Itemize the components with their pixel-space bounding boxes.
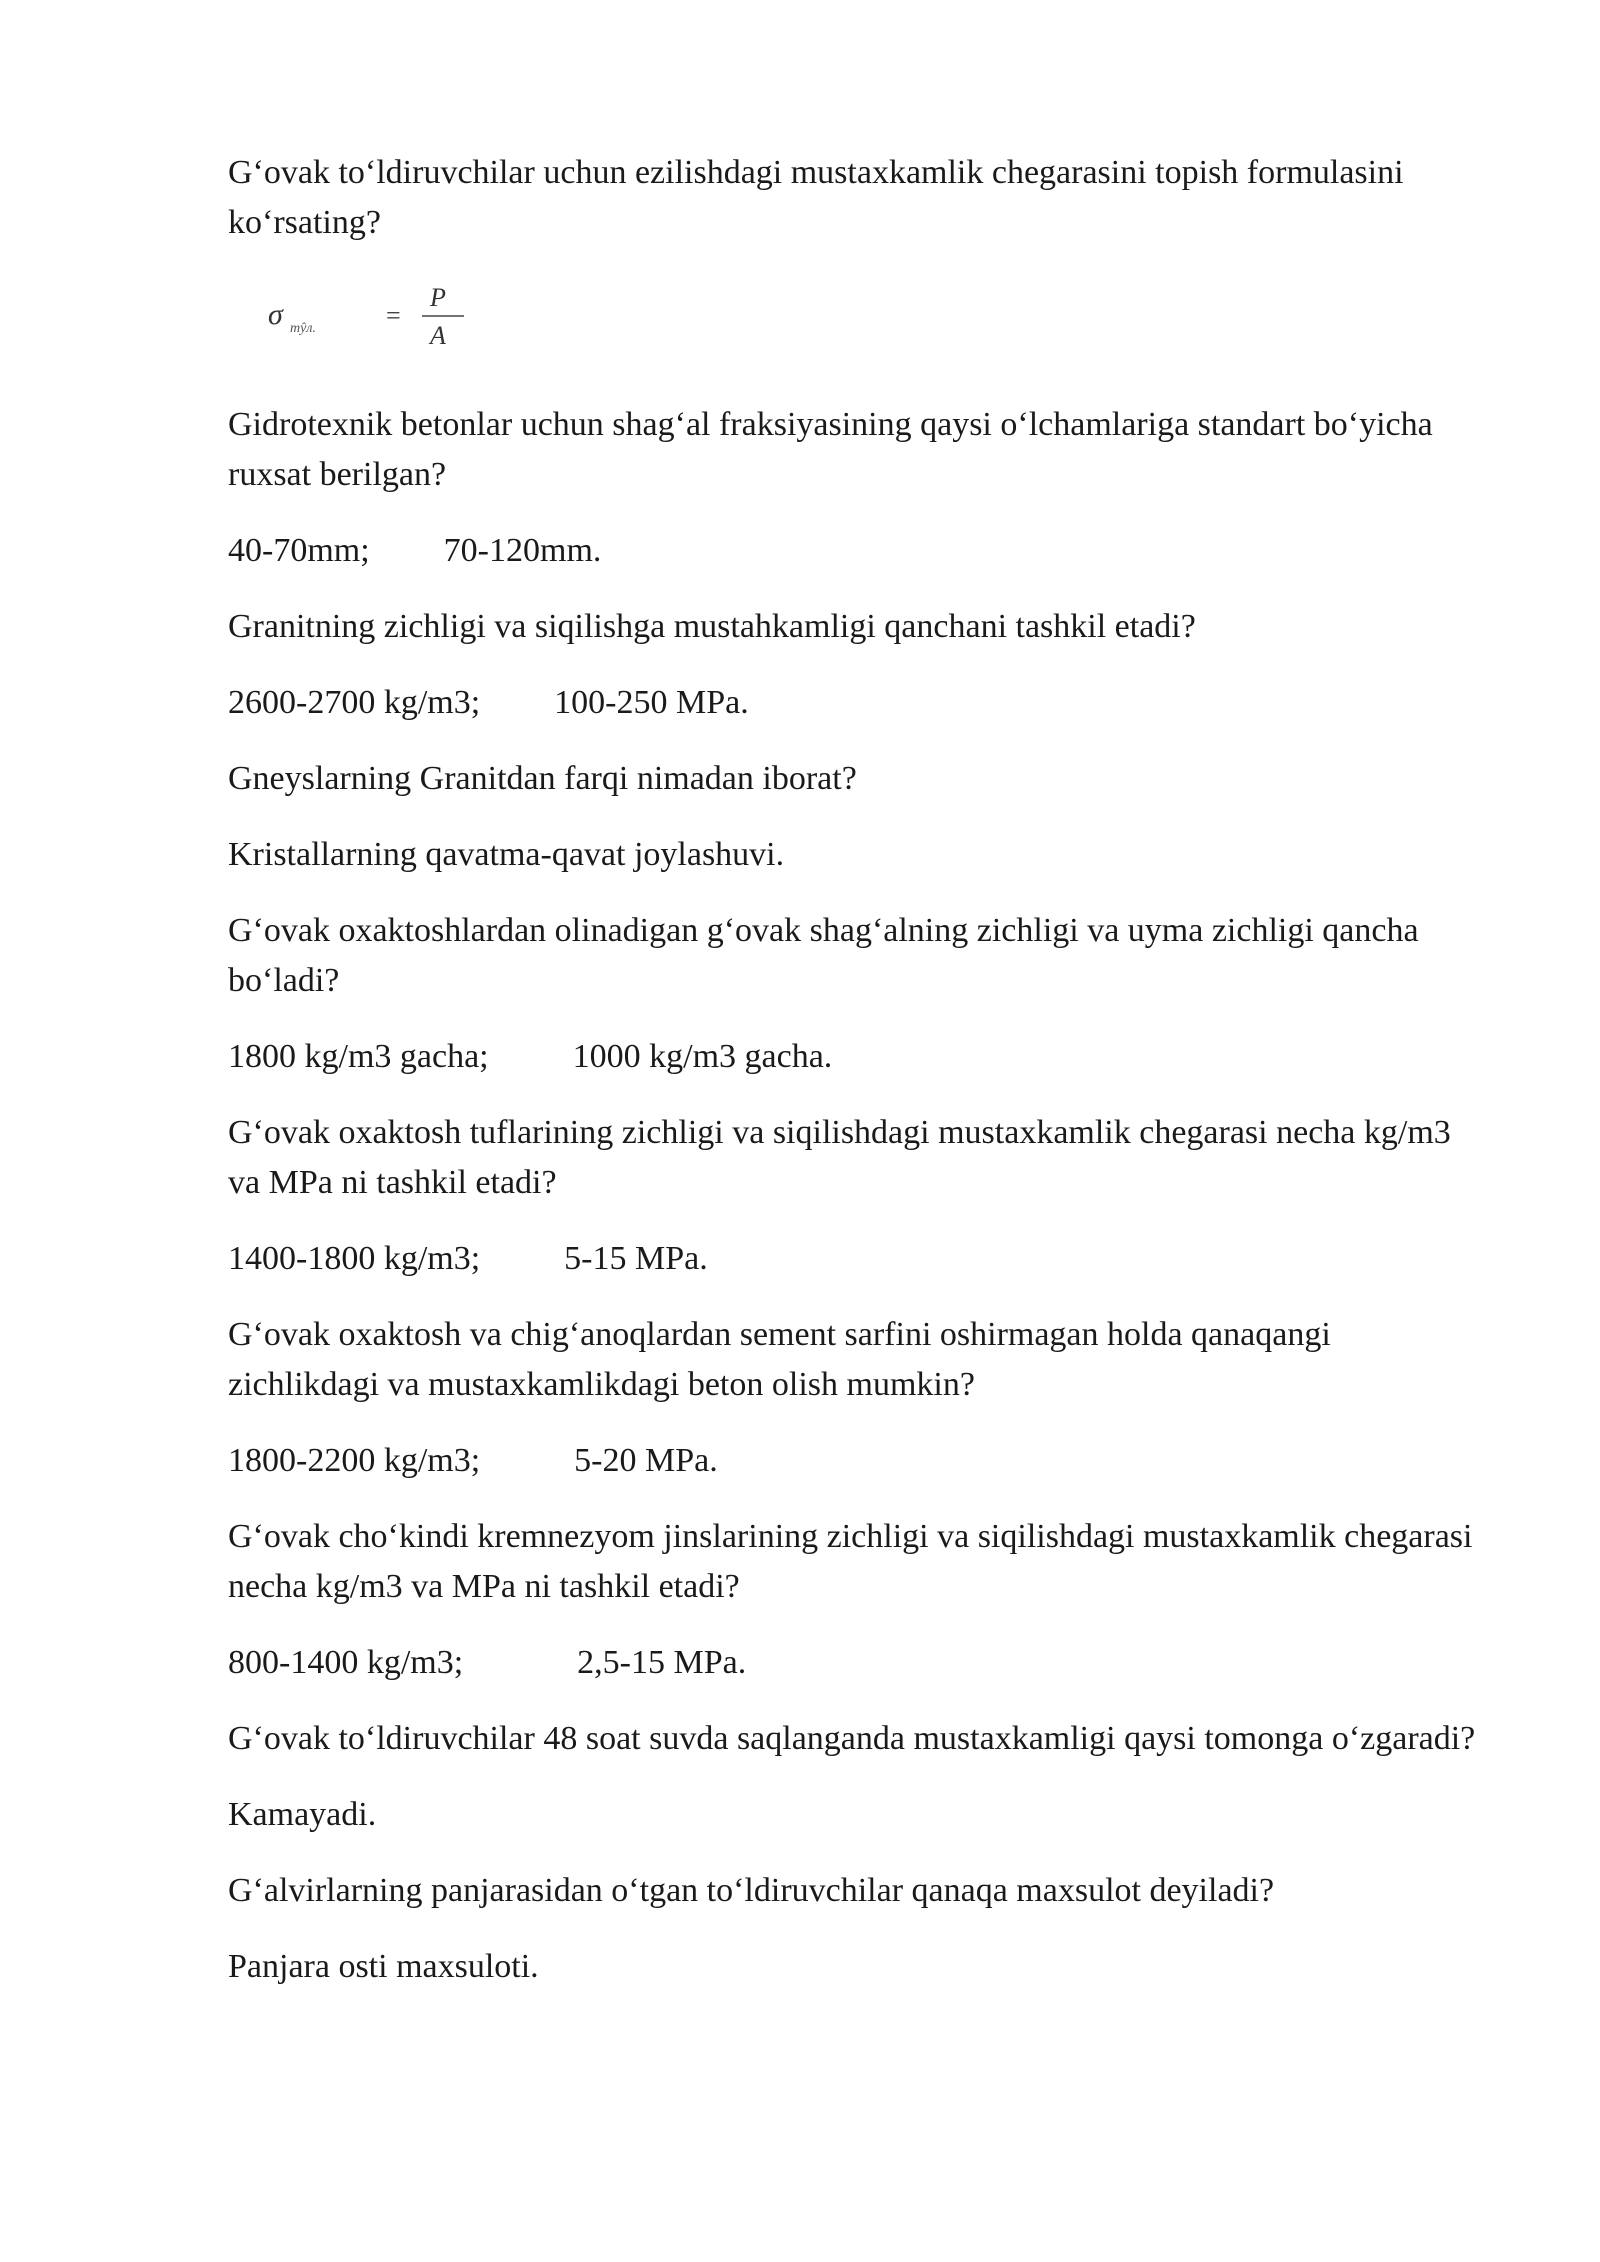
answer-text <box>228 678 1488 728</box>
document-page <box>228 148 1488 2018</box>
formula-numerator: P <box>430 283 446 312</box>
question-text: G‘ovak to‘ldiruvchilar 48 soat suvda saqlanganda mustaxkamligi qaysi tomonga o‘zgaradi? <box>228 1720 1476 1757</box>
answer-text <box>228 830 1488 880</box>
answer-part: 800-1400 kg/m3; <box>228 1644 464 1681</box>
formula-svg <box>268 280 528 350</box>
question-text: G‘ovak oxaktosh va chig‘anoqlardan sement sarfini oshirmagan holda qanaqangi zichlikdagi va mustaxkamlikdagi beton olish mumkin? <box>228 1316 1331 1403</box>
answer-text <box>228 1638 1488 1688</box>
answer-part: Kamayadi. <box>228 1796 377 1833</box>
formula-denominator: A <box>430 321 446 350</box>
question-text: G‘alvirlarning panjarasidan o‘tgan to‘ldiruvchilar qanaqa maxsulot deyiladi? <box>228 1872 1275 1909</box>
answer-part: 1800 kg/m3 gacha; <box>228 1038 489 1075</box>
answer-part: 70-120mm. <box>443 532 602 569</box>
answer-part: 40-70mm; <box>228 532 370 569</box>
question-text: G‘ovak to‘ldiruvchilar uchun ezilishdagi mustaxkamlik chegarasini topish formulasini ko‘rsating? <box>228 154 1404 241</box>
answer-text <box>228 1234 1488 1284</box>
answer-text <box>228 526 1488 576</box>
question-text: Gneyslarning Granitdan farqi nimadan iborat? <box>228 760 857 797</box>
formula-image <box>268 280 1488 350</box>
answer-part: Panjara osti maxsuloti. <box>228 1948 539 1985</box>
question-text: G‘ovak oxaktoshlardan olinadigan g‘ovak shag‘alning zichligi va uyma zichligi qancha bo‘ladi? <box>228 912 1419 999</box>
answer-part: 2600-2700 kg/m3; <box>228 684 481 721</box>
answer-text <box>228 1790 1488 1840</box>
answer-part: 1000 kg/m3 gacha. <box>572 1038 833 1075</box>
answer-text <box>228 1942 1488 1992</box>
answer-part: 100-250 MPa. <box>554 684 749 721</box>
answer-text <box>228 1436 1488 1486</box>
formula-equals: = <box>386 301 401 330</box>
question-text: G‘ovak oxaktosh tuflarining zichligi va siqilishdagi mustaxkamlik chegarasi necha kg/m3 va MPa ni tashkil etadi? <box>228 1114 1451 1201</box>
answer-part: 1800-2200 kg/m3; <box>228 1442 481 1479</box>
answer-part: 5-15 MPa. <box>564 1240 708 1277</box>
answer-part: 5-20 MPa. <box>574 1442 718 1479</box>
question-text: Granitning zichligi va siqilishga mustahkamligi qanchani tashkil etadi? <box>228 608 1196 645</box>
question-text: Gidrotexnik betonlar uchun shag‘al fraksiyasining qaysi o‘lchamlariga standart bo‘yicha ruxsat berilgan? <box>228 406 1433 493</box>
answer-part: Kristallarning qavatma-qavat joylashuvi. <box>228 836 785 873</box>
question-text: G‘ovak cho‘kindi kremnezyom jinslarining zichligi va siqilishdagi mustaxkamlik chegarasi necha kg/m3 va MPa ni tashkil etadi? <box>228 1518 1473 1605</box>
formula-subscript: mŷл. <box>290 321 316 336</box>
answer-part: 1400-1800 kg/m3; <box>228 1240 481 1277</box>
formula-lhs: σ <box>268 298 283 331</box>
answer-part: 2,5-15 MPa. <box>577 1644 747 1681</box>
answer-text <box>228 1032 1488 1082</box>
